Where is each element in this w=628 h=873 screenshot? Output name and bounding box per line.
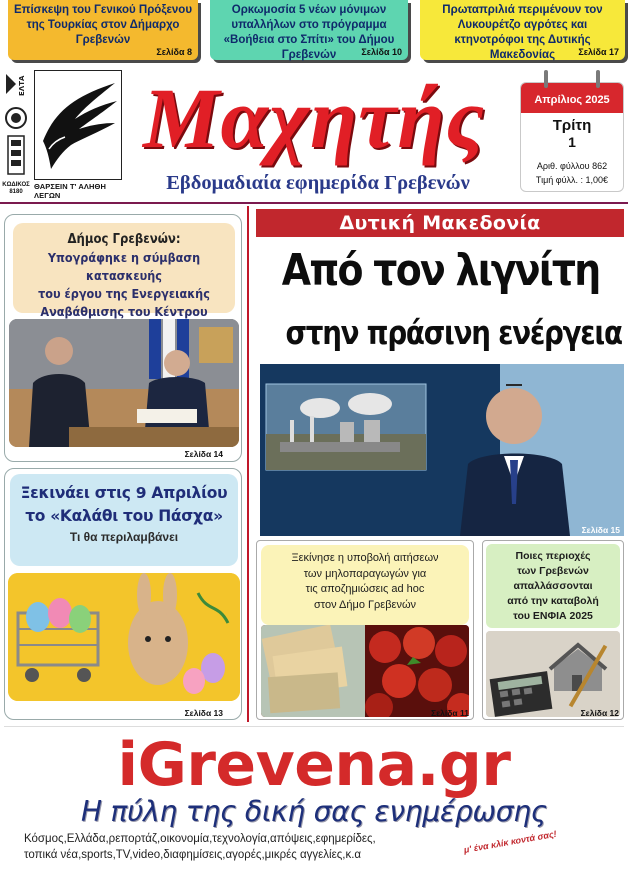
house-and-calculator-photo — [486, 631, 620, 717]
story-kicker: Δήμος Γρεβενών: — [67, 232, 181, 247]
story-line: από την καταβολή — [507, 595, 599, 607]
apples-and-money-photo — [261, 625, 469, 717]
calendar-widget — [520, 82, 624, 192]
column-divider — [247, 206, 249, 722]
teaser-april-fools-farmers[interactable] — [420, 0, 625, 60]
newspaper-title: Μαχητής — [143, 70, 485, 166]
calendar-date: 1 — [568, 134, 576, 150]
teaser-text: Ορκωμοσία 5 νέων μόνιμων υπαλλήλων στο πρόγραμμα «Βοήθεια στο Σπίτι» του Δήμου Γρεβενών — [223, 4, 395, 61]
story-headline — [13, 223, 235, 319]
newspaper-subtitle: Εβδομαδιαία εφημερίδα Γρεβενών — [166, 172, 470, 194]
ad-brand[interactable]: iGrevena.gr — [117, 730, 511, 800]
lignite-power-plant-photo — [260, 364, 624, 536]
story-line: Αναβάθμισης του Κέντρου — [40, 304, 208, 319]
issue-number: Αριθ. φύλλου 862 — [536, 161, 608, 171]
story-line: τις αποζημιώσεις ad hoc — [305, 583, 425, 595]
code-value-text: 8180 — [9, 189, 23, 195]
story-line: του ΕΝΦΙΑ 2025 — [513, 610, 593, 622]
ad-desc-line: τοπικά νέα,sports,TV,video,διαφημίσεις,αγορές,μικρές αγγελίες,κ.α — [24, 849, 362, 861]
story-line: το «Καλάθι του Πάσχα» — [25, 507, 223, 525]
story-line: στον Δήμο Γρεβενών — [313, 598, 417, 611]
story-headline — [10, 474, 238, 566]
main-headline-line2[interactable]: στην πράσινη ενέργεια — [285, 313, 622, 352]
elta-postal-marks-icon — [2, 70, 30, 182]
story-line: Ξεκίνησε η υποβολή αιτήσεων — [291, 552, 439, 564]
story-page-ref: Σελίδα 15 — [581, 525, 620, 535]
teaser-text: Πρωταπριλιά περιμένουν τον Λυκουρέτζο αγρότες και κτηνοτρόφοι της Δυτικής Μακεδονίας — [442, 4, 603, 61]
igrevena-advert[interactable] — [4, 726, 624, 869]
teaser-page-ref: Σελίδα 17 — [578, 47, 619, 57]
teaser-oath-employees[interactable] — [210, 0, 408, 60]
story-line: των Γρεβενών — [517, 565, 589, 577]
story-headline — [261, 545, 469, 625]
story-line: Υπογράφηκε η σύμβαση κατασκευής — [47, 250, 201, 283]
story-card-culture-center[interactable] — [4, 214, 242, 462]
calendar-ring-icon — [544, 70, 548, 88]
teaser-text: Επίσκεψη του Γενικού Πρόξενου της Τουρκίας στον Δήμαρχο Γρεβενών — [13, 4, 193, 46]
issue-price: Τιμή φύλλ. : 1,00€ — [535, 175, 609, 185]
story-line: Ξεκινάει στις 9 Απριλίου — [20, 484, 228, 502]
hermes-logo — [34, 70, 122, 180]
winged-figure-icon — [35, 71, 121, 179]
calendar-ring-icon — [596, 70, 600, 88]
story-page-ref: Σελίδα 13 — [184, 708, 223, 718]
story-page-ref: Σελίδα 14 — [184, 449, 223, 459]
story-line: Ποιες περιοχές — [515, 550, 591, 562]
ad-tagline: Η πύλη της δική σας ενημέρωσης — [80, 795, 548, 828]
logo-motto: ΘΑΡΣΕΙΝ Τ' ΑΛΗΘΗ ΛΕΓΩΝ — [34, 182, 106, 200]
main-headline-line1[interactable]: Από τον λιγνίτη — [281, 245, 600, 296]
story-line: του έργου της Ενεργειακής — [38, 286, 210, 301]
contract-signing-photo — [9, 319, 239, 447]
ad-slogan: μ' ένα κλίκ κοντά σας! — [463, 828, 558, 855]
elta-label: ΕΛΤΑ — [18, 75, 26, 96]
story-line: απαλλάσσονται — [513, 580, 593, 592]
teaser-page-ref: Σελίδα 8 — [156, 47, 192, 57]
story-card-enfia[interactable] — [482, 540, 624, 720]
easter-basket-photo — [8, 573, 240, 701]
postal-code-label — [0, 182, 32, 196]
region-banner: Δυτική Μακεδονία — [256, 209, 624, 237]
story-page-ref: Σελίδα 12 — [580, 708, 619, 718]
story-page-ref: Σελίδα 11 — [431, 708, 469, 718]
teaser-turkish-consul[interactable] — [8, 0, 198, 60]
calendar-month: Απρίλιος 2025 — [521, 83, 623, 113]
story-card-easter-basket[interactable] — [4, 468, 242, 720]
ad-desc-line: Κόσμος,Ελλάδα,ρεπορτάζ,οικονομία,τεχνολογία,απόψεις,εφημερίδες, — [24, 833, 376, 845]
masthead-divider — [0, 202, 628, 204]
ad-description — [24, 831, 474, 863]
story-line: των μηλοπαραγωγών για — [303, 567, 427, 580]
teaser-page-ref: Σελίδα 10 — [361, 47, 402, 57]
code-label-text: ΚΩΔΙΚΟΣ — [2, 182, 30, 188]
story-headline — [486, 544, 620, 628]
story-subline: Τι θα περιλαμβάνει — [69, 530, 179, 544]
story-card-apple-producers[interactable] — [256, 540, 474, 720]
calendar-day: Τρίτη — [552, 117, 592, 134]
